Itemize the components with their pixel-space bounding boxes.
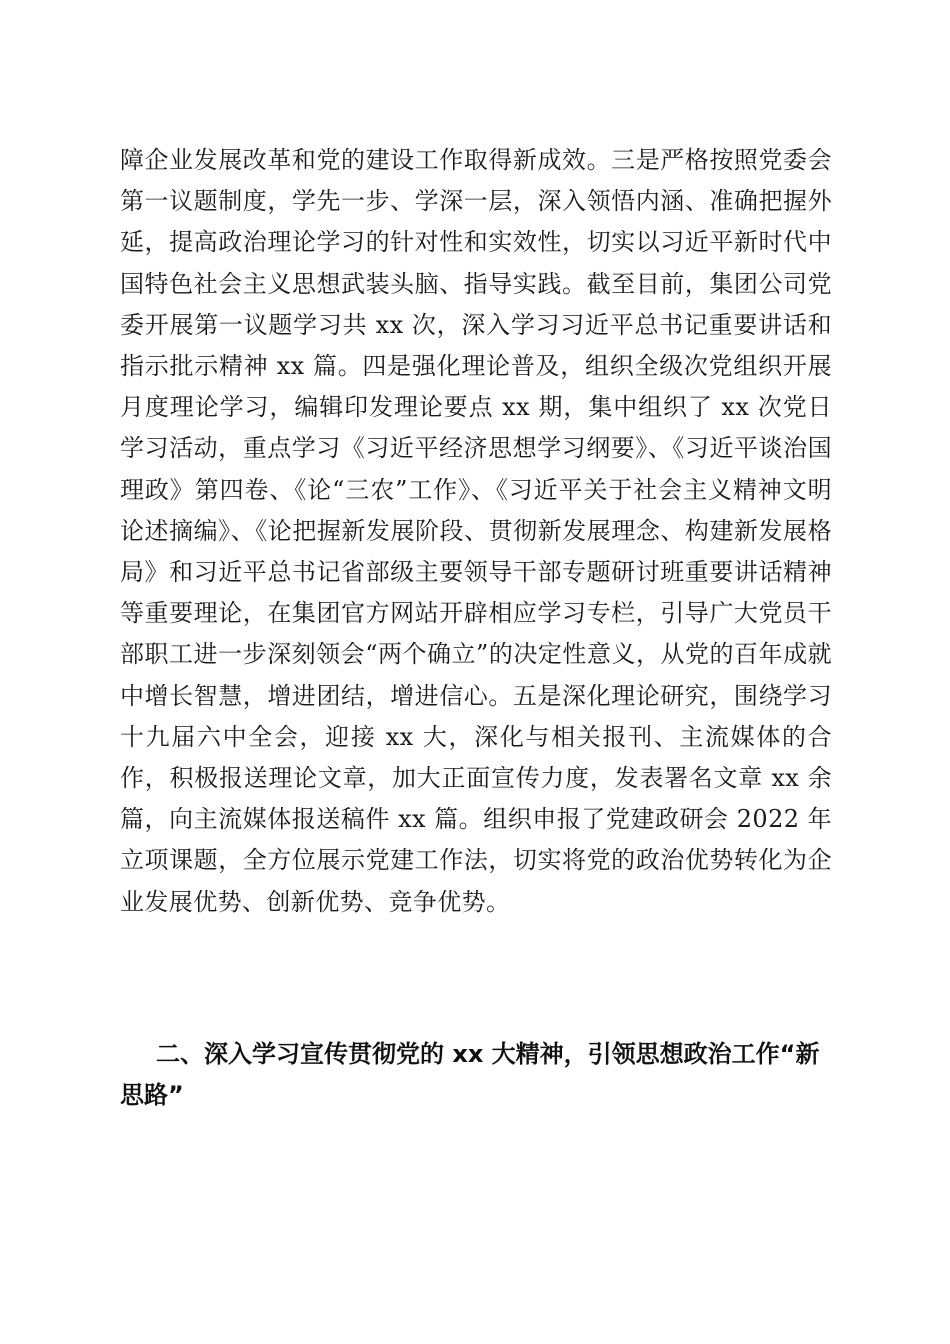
paragraph-continuation: 障企业发展改革和党的建设工作取得新成效。三是严格按照党委会第一议题制度，学先一步、学深一层，深入领悟内涵、准确把握外延，提高政治理论学习的针对性和实效性，切实以习近平新时代中国特色社会主义思想武装头脑、指导实践。截至目前，集团公司党委开展第一议题学习共 xx 次，深入学习习近平总书记重要讲话和指示批示精神 xx 篇。四是强化理论普及，组织全级次党组织开展月度理论学习，编辑印发理论要点 xx 期，集中组织了 xx 次党日学习活动，重点学习《习近平经济思想学习纲要》、《习近平谈治国理政》第四卷、《论“三农”工作》、《习近平关于社会主义精神文明论述摘编》、《论把握新发展阶段、贯彻新发展理念、构建新发展格局》和习近平总书记省部级主要领导干部专题研讨班重要讲话精神等重要理论，在集团官方网站开辟相应学习专栏，引导广大党员干部职工进一步深刻领会“两个确立”的决定性意义，从党的百年成就中增长智慧，增进团结，增进信心。五是深化理论研究，围绕学习十九届六中全会，迎接 xx 大，深化与相关报刊、主流媒体的合作，积极报送理论文章，加大正面宣传力度，发表署名文章 xx 余篇，向主流媒体报送稿件 xx 篇。组织申报了党建政研会 2022 年立项课题，全方位展示党建工作法，切实将党的政治优势转化为企业发展优势、创新优势、竞争优势。 — [120, 146, 832, 916]
body-text — [120, 140, 832, 923]
section-heading: 二、深入学习宣传贯彻党的 xx 大精神，引领思想政治工作“新思路” — [120, 1040, 820, 1109]
